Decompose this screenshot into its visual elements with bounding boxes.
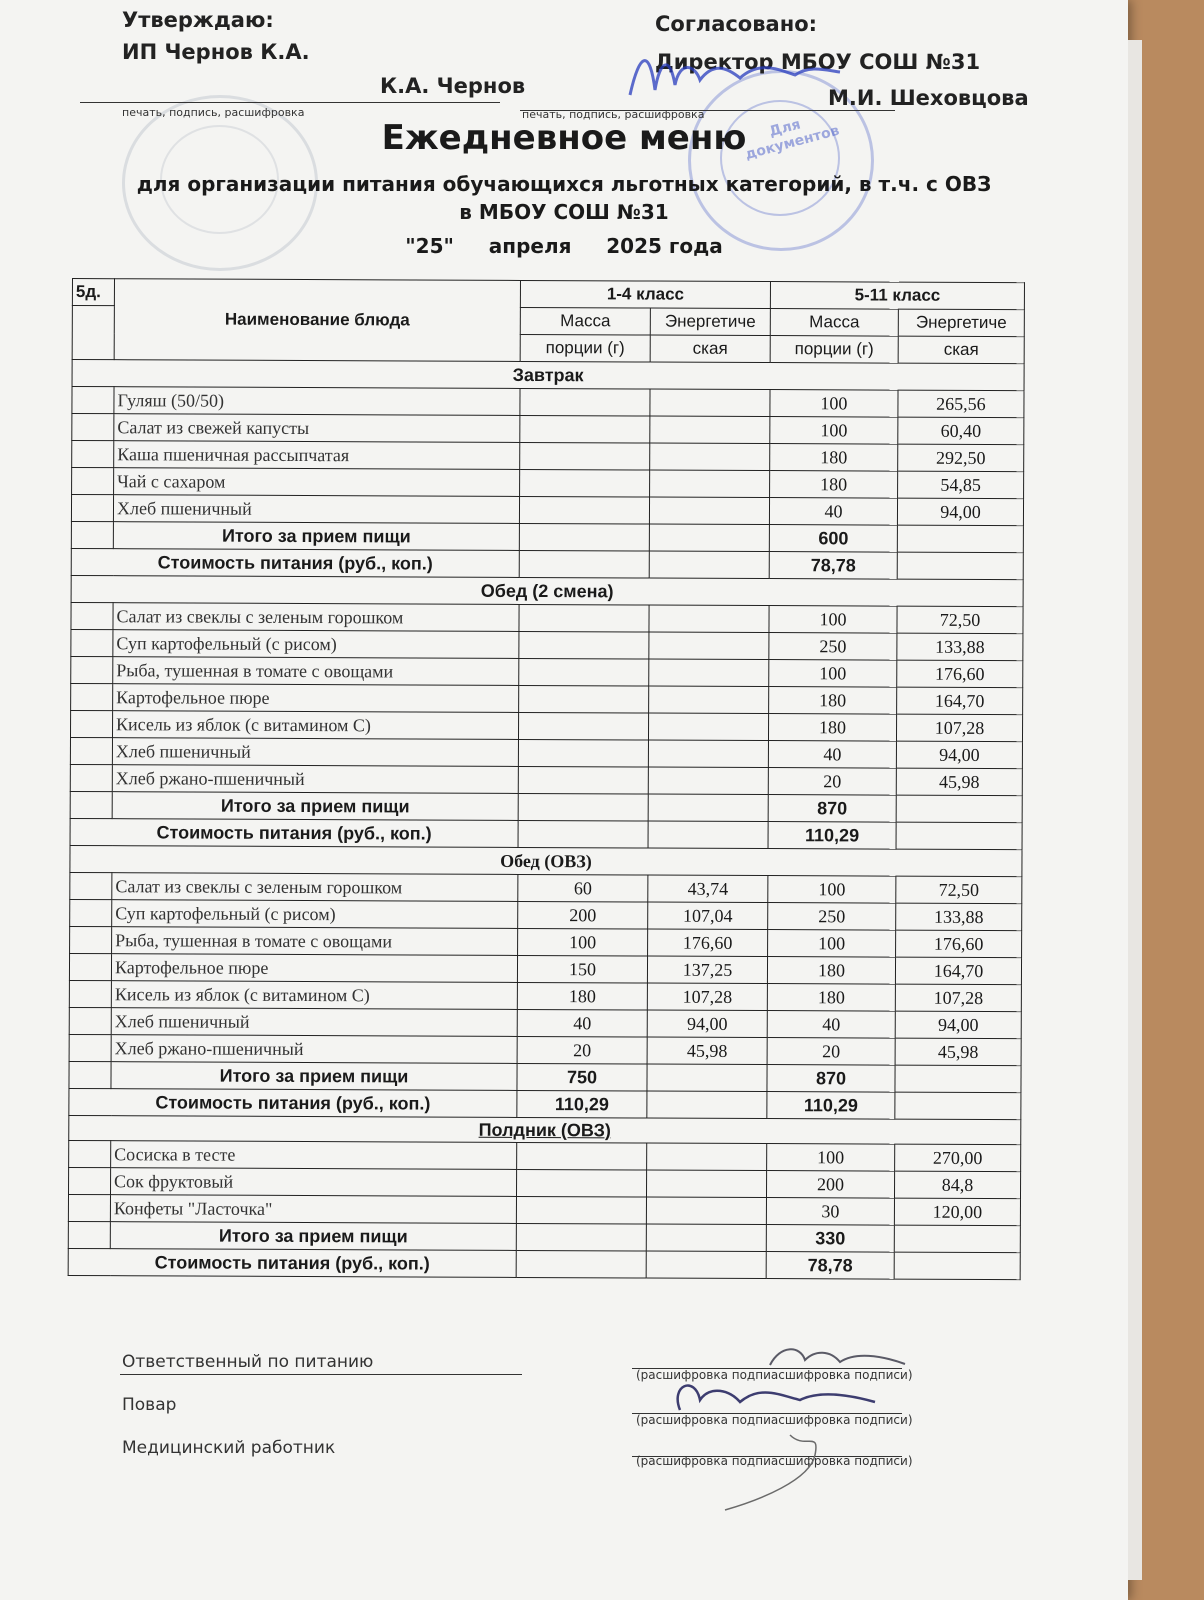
total-label: Итого за прием пищи (110, 1222, 516, 1251)
menu-row (71, 629, 1023, 660)
dish-e1 (649, 632, 769, 660)
dish-e1 (647, 1143, 767, 1171)
menu-row (71, 683, 1023, 714)
dish-m2: 250 (768, 903, 896, 931)
cost-5-11: 78,78 (766, 1252, 894, 1280)
dish-m2: 40 (769, 498, 897, 526)
row-number-cell (71, 683, 113, 710)
section-row (70, 845, 1022, 876)
dish-m1 (520, 442, 650, 470)
menu-row (70, 899, 1022, 930)
row-number-cell (69, 1061, 111, 1088)
dish-e2: 45,98 (896, 768, 1022, 796)
section-row (71, 575, 1023, 606)
total-blank (897, 525, 1023, 553)
dish-e1: 43,74 (648, 875, 768, 903)
total-1-4 (519, 523, 649, 551)
cost-5-11: 110,29 (767, 1092, 895, 1120)
row-number-cell (69, 1007, 111, 1034)
col-number-blank (72, 306, 114, 360)
dish-e2: 270,00 (895, 1144, 1021, 1172)
cost-5-11: 110,29 (768, 822, 896, 850)
cost-row (68, 1248, 1020, 1279)
menu-row (69, 1034, 1021, 1065)
total-label: Итого за прием пищи (113, 522, 519, 551)
cost-blank (646, 1251, 766, 1279)
total-5-11: 870 (767, 1065, 895, 1093)
cost-1-4 (519, 550, 649, 578)
total-blank (895, 1065, 1021, 1093)
row-number-cell (70, 899, 112, 926)
agreed-signer: М.И. Шеховцова (828, 86, 1029, 110)
cost-5-11: 78,78 (769, 552, 897, 580)
sig-hint-2: (расшифровка подпиасшифровка подписи) (636, 1413, 913, 1427)
dish-m1 (518, 766, 648, 794)
approve-label: Утверждаю: (122, 8, 274, 32)
dish-e1: 45,98 (647, 1037, 767, 1065)
cost-label: Стоимость питания (руб., коп.) (71, 548, 519, 577)
total-row (69, 1061, 1021, 1092)
dish-m1 (519, 604, 649, 632)
approve-line (80, 102, 500, 103)
dish-m1 (517, 1142, 647, 1170)
dish-name: Сок фруктовый (111, 1168, 517, 1197)
dish-m1: 200 (518, 901, 648, 929)
dish-name: Чай с сахаром (114, 468, 520, 497)
menu-row (72, 387, 1024, 418)
dish-m2: 180 (768, 714, 896, 742)
dish-e1 (649, 605, 769, 633)
dish-name: Суп картофельный (с рисом) (112, 900, 518, 929)
dish-m1 (520, 469, 650, 497)
total-1-4 (516, 1223, 646, 1251)
dish-m1 (520, 388, 650, 416)
dish-m1 (519, 631, 649, 659)
group-5-11-header: 5-11 класс (770, 282, 1024, 310)
dish-m1: 150 (517, 955, 647, 983)
date-year: 2025 года (606, 234, 723, 258)
dish-m1: 60 (518, 874, 648, 902)
row-number-cell (72, 414, 114, 441)
total-label: Итого за прием пищи (111, 1062, 517, 1091)
dish-m1 (518, 739, 648, 767)
dish-e2: 94,00 (897, 498, 1023, 526)
menu-row (72, 414, 1024, 445)
row-number-cell (71, 602, 113, 629)
dish-e1: 107,04 (648, 902, 768, 930)
mass-header-1: Масса (520, 307, 650, 335)
dish-e2: 94,00 (895, 1011, 1021, 1039)
energy-header-2: Энергетиче (898, 309, 1024, 337)
row-number-cell (71, 656, 113, 683)
total-row (68, 1221, 1020, 1252)
section-title: Полдник (ОВЗ) (69, 1115, 1021, 1144)
dish-m1 (520, 415, 650, 443)
row-number-cell (69, 980, 111, 1007)
cost-1-4: 110,29 (517, 1090, 647, 1118)
row-number-cell (70, 710, 112, 737)
mass-unit-2: порции (г) (770, 336, 898, 364)
dish-name: Картофельное пюре (111, 954, 517, 983)
dish-e2: 292,50 (898, 444, 1024, 472)
dish-e1: 107,28 (647, 983, 767, 1011)
menu-row (69, 1007, 1021, 1038)
menu-row (70, 872, 1022, 903)
dish-name: Хлеб пшеничный (112, 738, 518, 767)
dish-m2: 180 (769, 687, 897, 715)
cost-blank (647, 1091, 767, 1119)
dish-m2: 100 (768, 876, 896, 904)
sig-role-2: Повар (122, 1395, 177, 1415)
row-number-cell (70, 737, 112, 764)
dish-e2: 133,88 (896, 903, 1022, 931)
dish-m2: 180 (767, 984, 895, 1012)
dish-m2: 30 (766, 1198, 894, 1226)
row-number-cell (69, 1034, 111, 1061)
row-number-cell (71, 629, 113, 656)
section-title: Завтрак (72, 360, 1024, 391)
dish-name: Рыба, тушенная в томате с овощами (112, 927, 518, 956)
row-number-cell (70, 926, 112, 953)
menu-row (69, 953, 1021, 984)
dish-m1: 180 (517, 982, 647, 1010)
total-blank (647, 1064, 767, 1092)
dish-e2: 120,00 (894, 1198, 1020, 1226)
dish-e1 (649, 659, 769, 687)
dish-e1 (650, 470, 770, 498)
menu-row (69, 1140, 1021, 1171)
date-month: апреля (488, 234, 572, 258)
row-number-cell (72, 387, 114, 414)
menu-row (70, 710, 1022, 741)
director-signature-mark (620, 40, 850, 110)
paper-edge (1128, 40, 1142, 1580)
dish-e1 (648, 767, 768, 795)
total-1-4 (518, 793, 648, 821)
col-number-header: 5д. (72, 279, 114, 306)
dish-e1 (648, 713, 768, 741)
right-stamp-text: Для документов (743, 116, 842, 164)
dish-m2: 20 (767, 1038, 895, 1066)
dish-e2: 45,98 (895, 1038, 1021, 1066)
dish-m2: 100 (770, 390, 898, 418)
section-row (72, 360, 1024, 391)
dish-e2: 265,56 (898, 390, 1024, 418)
dish-e1: 176,60 (648, 929, 768, 957)
cost-1-4 (516, 1250, 646, 1278)
dish-e2: 107,28 (896, 714, 1022, 742)
dish-e1: 94,00 (647, 1010, 767, 1038)
total-blank (896, 795, 1022, 823)
dish-m2: 100 (770, 417, 898, 445)
cost-row (71, 548, 1023, 579)
dish-e1 (650, 416, 770, 444)
cost-row (70, 818, 1022, 849)
approve-signer: К.А. Чернов (380, 74, 526, 98)
dish-e2: 176,60 (896, 930, 1022, 958)
dish-m1 (519, 496, 649, 524)
menu-row (69, 980, 1021, 1011)
cost-blank (896, 822, 1022, 850)
agreed-position: Директор МБОУ СОШ №31 (655, 50, 981, 74)
menu-body (68, 360, 1024, 1280)
dish-name: Рыба, тушенная в томате с овощами (113, 657, 519, 686)
row-number-cell (71, 495, 113, 522)
cost-label: Стоимость питания (руб., коп.) (70, 818, 518, 847)
dish-e2: 133,88 (897, 633, 1023, 661)
cost-1-4 (518, 820, 648, 848)
row-number-cell (72, 441, 114, 468)
dish-m2: 180 (770, 471, 898, 499)
total-blank (648, 794, 768, 822)
total-5-11: 600 (769, 525, 897, 553)
dish-m1: 40 (517, 1009, 647, 1037)
mass-header-2: Масса (770, 309, 898, 337)
sig-hint-3: (расшифровка подпиасшифровка подписи) (636, 1454, 913, 1468)
row-number-cell (72, 468, 114, 495)
menu-row (72, 441, 1024, 472)
dish-e2: 72,50 (896, 876, 1022, 904)
total-label: Итого за прием пищи (112, 792, 518, 821)
menu-row (68, 1194, 1020, 1225)
dish-name: Кисель из яблок (с витамином С) (112, 711, 518, 740)
total-1-4: 750 (517, 1063, 647, 1091)
row-number-cell (71, 521, 113, 548)
approve-org: ИП Чернов К.А. (122, 40, 310, 64)
dish-e2: 72,50 (897, 606, 1023, 634)
dish-name: Салат из свеклы с зеленым горошком (113, 603, 519, 632)
dish-e2: 164,70 (895, 957, 1021, 985)
dish-name: Суп картофельный (с рисом) (113, 630, 519, 659)
cost-label: Стоимость питания (руб., коп.) (68, 1248, 516, 1277)
dish-m2: 20 (768, 768, 896, 796)
total-5-11: 330 (766, 1225, 894, 1253)
total-blank (649, 524, 769, 552)
dish-m1 (519, 658, 649, 686)
dish-name: Хлеб ржано-пшеничный (111, 1035, 517, 1064)
page-title: Ежедневное меню (381, 118, 747, 158)
total-row (71, 521, 1023, 552)
dish-name: Конфеты "Ласточка" (110, 1195, 516, 1224)
signature-scribbles (640, 1340, 920, 1520)
dish-e1 (648, 740, 768, 768)
dish-m2: 180 (767, 957, 895, 985)
dish-e1 (649, 686, 769, 714)
energy-unit-2: ская (898, 336, 1024, 364)
dish-m1: 20 (517, 1036, 647, 1064)
cost-blank (895, 1092, 1021, 1120)
dish-e1 (650, 389, 770, 417)
total-5-11: 870 (768, 795, 896, 823)
dish-e1 (646, 1197, 766, 1225)
row-number-cell (68, 1221, 110, 1248)
mass-unit-1: порции (г) (520, 334, 650, 362)
dish-e2: 60,40 (898, 417, 1024, 445)
menu-row (69, 1167, 1021, 1198)
dish-name: Картофельное пюре (113, 684, 519, 713)
dish-name: Салат из свежей капусты (114, 414, 520, 443)
cost-blank (894, 1252, 1020, 1280)
dish-e2: 54,85 (898, 471, 1024, 499)
dish-e2: 107,28 (895, 984, 1021, 1012)
dish-m2: 200 (766, 1171, 894, 1199)
group-1-4-header: 1-4 класс (520, 280, 770, 308)
cost-blank (648, 821, 768, 849)
cost-blank (649, 551, 769, 579)
row-number-cell (70, 872, 112, 899)
dish-e2: 84,8 (894, 1171, 1020, 1199)
dish-e1: 137,25 (647, 956, 767, 984)
sig-role-3: Медицинский работник (122, 1438, 336, 1458)
row-number-cell (70, 791, 112, 818)
menu-row (71, 656, 1023, 687)
total-blank (646, 1224, 766, 1252)
dish-m2: 100 (767, 1144, 895, 1172)
agreed-hint: печать, подпись, расшифровка (522, 108, 705, 121)
dish-m1: 100 (518, 928, 648, 956)
dish-e1 (650, 443, 770, 471)
menu-row (71, 602, 1023, 633)
date-day: "25" (405, 234, 454, 258)
sig-line-1 (120, 1374, 522, 1375)
dish-m2: 40 (768, 741, 896, 769)
dish-e2: 94,00 (896, 741, 1022, 769)
menu-row (70, 764, 1022, 795)
energy-unit-1: ская (650, 335, 770, 363)
dish-name: Хлеб ржано-пшеничный (112, 765, 518, 794)
dish-e2: 176,60 (897, 660, 1023, 688)
menu-table (68, 278, 1025, 1280)
dish-name: Салат из свеклы с зеленым горошком (112, 873, 518, 902)
row-number-cell (70, 764, 112, 791)
cost-blank (897, 552, 1023, 580)
menu-row (70, 926, 1022, 957)
row-number-cell (69, 953, 111, 980)
col-name-header: Наименование блюда (114, 279, 520, 362)
dish-m2: 100 (769, 606, 897, 634)
dish-name: Кисель из яблок (с витамином С) (111, 981, 517, 1010)
sig-role-1: Ответственный по питанию (122, 1352, 374, 1372)
menu-row (71, 495, 1023, 526)
dish-e2: 164,70 (897, 687, 1023, 715)
dish-name: Сосиска в тесте (111, 1141, 517, 1170)
sig-hint-1: (расшифровка подпиасшифровка подписи) (636, 1368, 913, 1382)
row-number-cell (69, 1140, 111, 1167)
dish-m1 (518, 712, 648, 740)
dish-m2: 40 (767, 1011, 895, 1039)
row-number-cell (69, 1167, 111, 1194)
dish-e1 (646, 1170, 766, 1198)
dish-m2: 180 (770, 444, 898, 472)
dish-name: Хлеб пшеничный (111, 1008, 517, 1037)
dish-name: Каша пшеничная рассыпчатая (114, 441, 520, 470)
subtitle-1: для организации питания обучающихся льготных категорий, в т.ч. с ОВЗ (136, 172, 992, 196)
row-number-cell (68, 1194, 110, 1221)
dish-m1 (519, 685, 649, 713)
dish-m1 (516, 1196, 646, 1224)
approve-hint: печать, подпись, расшифровка (122, 106, 305, 119)
date-line (0, 234, 1128, 258)
subtitle-2: в МБОУ СОШ №31 (459, 200, 669, 224)
agreed-label: Согласовано: (655, 12, 818, 36)
total-row (70, 791, 1022, 822)
dish-m1 (516, 1169, 646, 1197)
energy-header-1: Энергетиче (650, 308, 770, 336)
section-title: Обед (ОВЗ) (70, 845, 1022, 876)
menu-row (72, 468, 1024, 499)
dish-name: Гуляш (50/50) (114, 387, 520, 416)
dish-m2: 250 (769, 633, 897, 661)
cost-row (69, 1088, 1021, 1119)
dish-name: Хлеб пшеничный (113, 495, 519, 524)
cost-label: Стоимость питания (руб., коп.) (69, 1088, 517, 1117)
total-blank (894, 1225, 1020, 1253)
menu-row (70, 737, 1022, 768)
dish-e1 (649, 497, 769, 525)
dish-m2: 100 (769, 660, 897, 688)
section-title: Обед (2 смена) (71, 575, 1023, 606)
dish-m2: 100 (768, 930, 896, 958)
